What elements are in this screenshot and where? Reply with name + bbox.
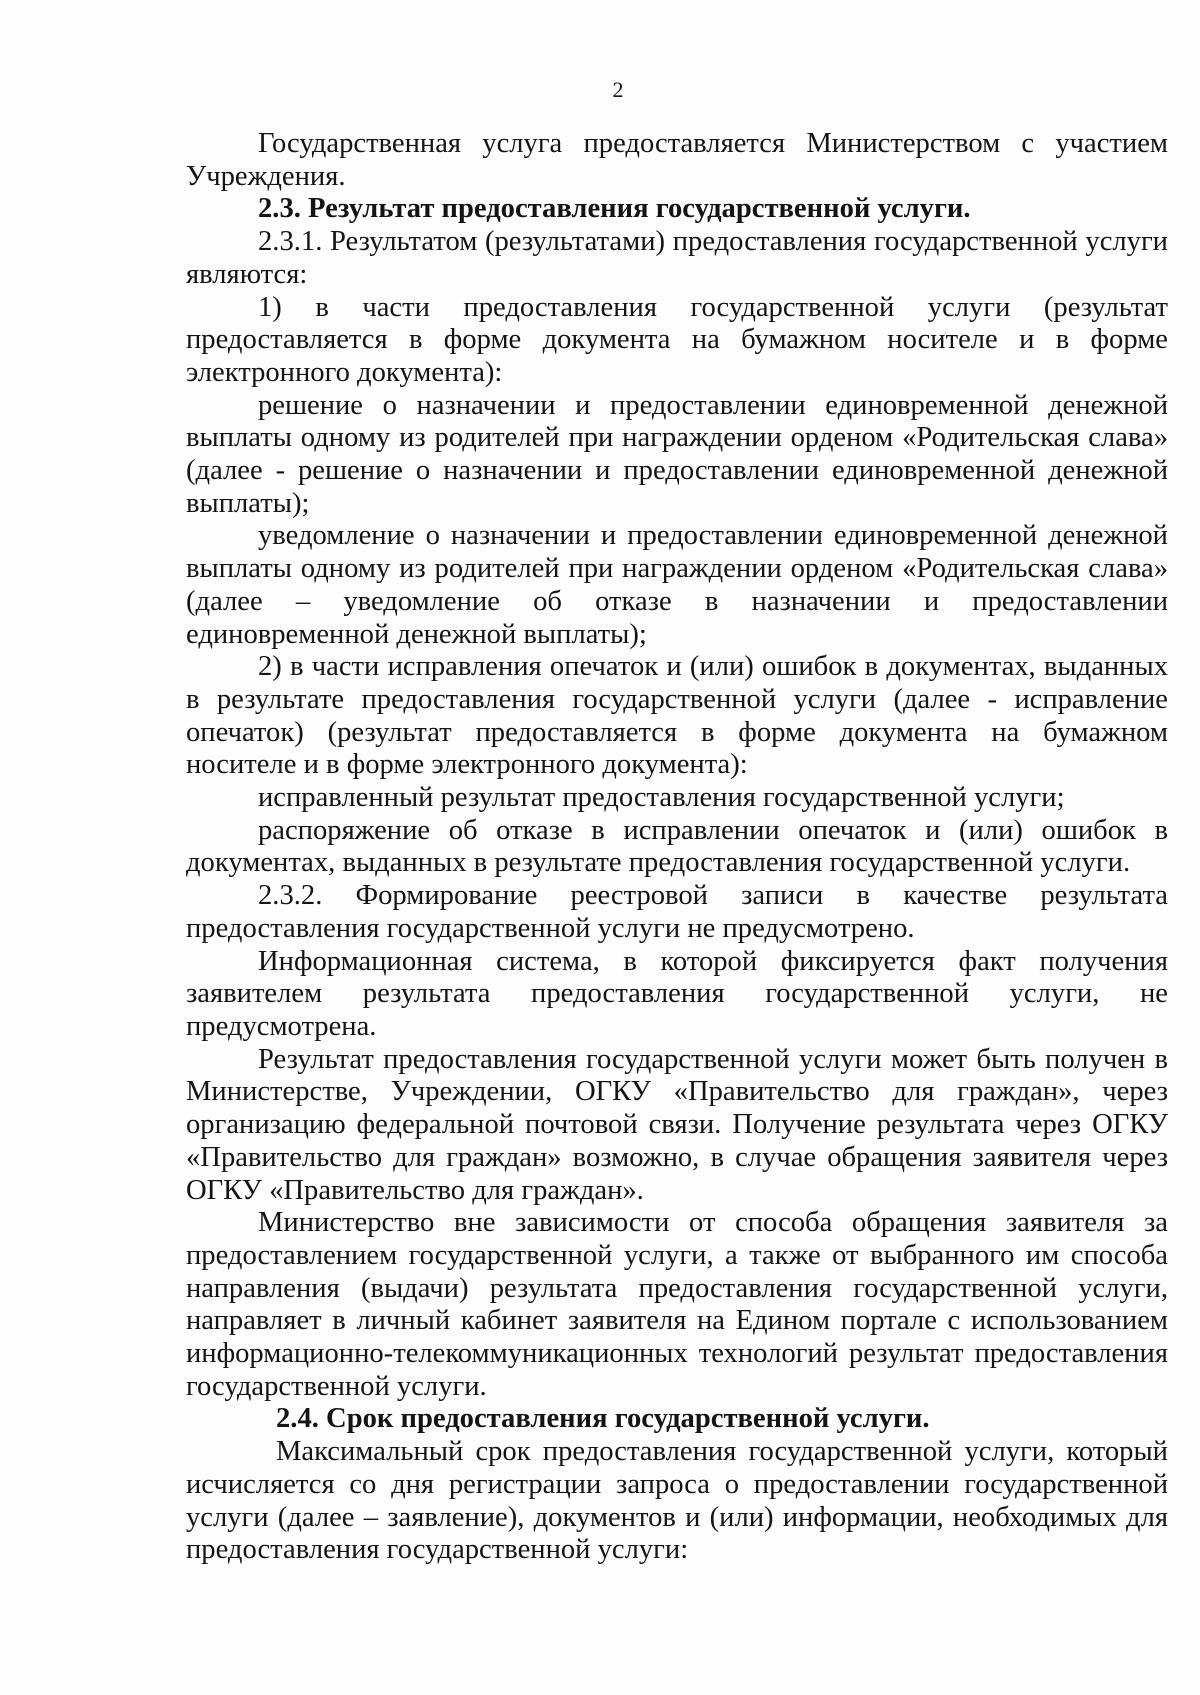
paragraph-decision: решение о назначении и предоставлении единовременной денежной выплаты одному из родителей при награждении орденом «Родительская слава» (далее - решение о назначении и предоставлении единовременной денежной выплаты); <box>186 389 1168 519</box>
paragraph-refusal-order: распоряжение об отказе в исправлении опечаток и (или) ошибок в документах, выданных в результате предоставления государственной услуги. <box>186 814 1168 879</box>
paragraph-2-3-2: 2.3.2. Формирование реестровой записи в качестве результата предоставления государственной услуги не предусмотрено. <box>186 880 1168 944</box>
paragraph-item-1: 1) в части предоставления государственной услуги (результат предоставляется в форме документа на бумажном носителе и в форме электронного документа): <box>186 291 1168 388</box>
paragraph-2-3-1: 2.3.1. Результатом (результатами) предоставления государственной услуги являются: <box>186 226 1168 290</box>
paragraph-provider: Государственная услуга предоставляется Министерством с участием Учреждения. <box>186 128 1168 192</box>
paragraph-info-system: Информационная система, в которой фиксируется факт получения заявителем результата предоставления государственной услуги, не предусмотрена. <box>186 945 1168 1042</box>
paragraph-max-term: Максимальный срок предоставления государственной услуги, который исчисляется со дня регистрации запроса о предоставлении государственной услуги (далее – заявление), документов и (или) информации, необходимых для предоставления государственной услуги: <box>186 1436 1168 1566</box>
heading-2-4: 2.4. Срок предоставления государственной услуги. <box>276 1403 930 1435</box>
heading-2-3: 2.3. Результат предоставления государственной услуги. <box>258 193 971 225</box>
paragraph-corrected-result: исправленный результат предоставления государственной услуги; <box>258 782 1065 814</box>
paragraph-ministry-portal: Министерство вне зависимости от способа обращения заявителя за предоставлением государственной услуги, а также от выбранного им способа направления (выдачи) результата предоставления государственной услуги, направляет в личный кабинет заявителя на Едином портале с использованием информационно-телекоммуникационных технологий результат предоставления государственной услуги. <box>186 1207 1168 1402</box>
document-body <box>186 128 1168 1567</box>
page-number: 2 <box>612 77 624 102</box>
paragraph-notification: уведомление о назначении и предоставлении единовременной денежной выплаты одному из родителей при награждении орденом «Родительская слава» (далее – уведомление об отказе в назначении и предоставлении единовременной денежной выплаты); <box>186 520 1168 650</box>
paragraph-item-2: 2) в части исправления опечаток и (или) ошибок в документах, выданных в результате предоставления государственной услуги (далее - исправление опечаток) (результат предоставляется в форме документа на бумажном носителе и в форме электронного документа): <box>186 651 1168 781</box>
paragraph-result-receipt: Результат предоставления государственной услуги может быть получен в Министерстве, Учреждении, ОГКУ «Правительство для граждан», через организацию федеральной почтовой связи. Получение результата через ОГКУ «Правительство для граждан» возможно, в случае обращения заявителя через ОГКУ «Правительство для граждан». <box>186 1043 1168 1206</box>
